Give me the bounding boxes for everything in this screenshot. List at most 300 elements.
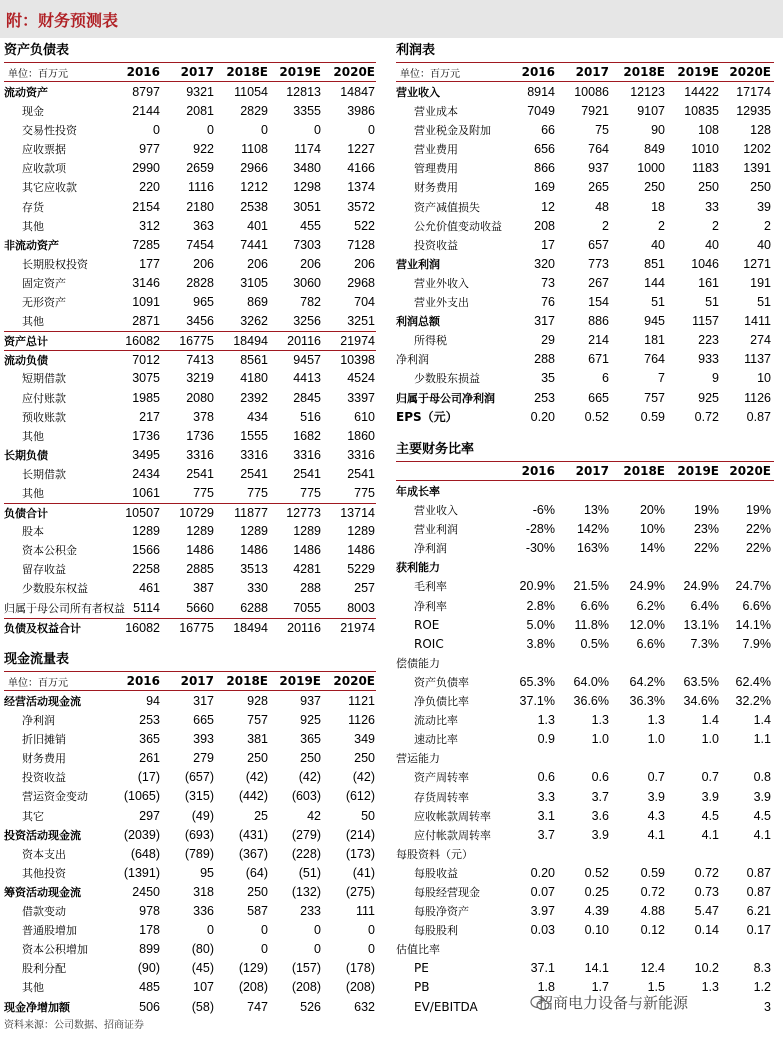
cell-value: 12123	[630, 85, 665, 99]
cell-value: 6.6%	[742, 598, 771, 613]
cell-value: 95	[200, 865, 214, 880]
row-label: 交易性投资	[22, 124, 77, 138]
cell-value: 22%	[745, 541, 771, 556]
cell-value: 1736	[132, 428, 160, 443]
row-label: 现金净增加额	[4, 1000, 70, 1014]
year-header: 2019E	[279, 674, 321, 688]
cell-value: 13%	[583, 503, 609, 518]
cell-value: 12.0%	[629, 617, 665, 632]
cell-value: 4.1	[701, 827, 719, 842]
cell-value: 1486	[293, 543, 321, 558]
cell-value: 0.52	[584, 409, 609, 424]
cell-value: 485	[139, 980, 160, 995]
row-label: 流动比率	[414, 714, 458, 728]
row-label: 折旧摊销	[22, 733, 66, 747]
cell-value: 1486	[347, 543, 375, 558]
cell-value: 111	[355, 904, 375, 919]
cell-value: 1046	[691, 256, 719, 271]
cell-value: 387	[193, 581, 214, 596]
table-row	[396, 331, 774, 350]
cell-value: 656	[534, 142, 555, 157]
cell-value: 336	[193, 904, 214, 919]
unit-label: 单位：百万元	[8, 678, 68, 689]
cell-value: 747	[247, 999, 268, 1014]
cell-value: 7454	[186, 237, 214, 252]
cell-value: 257	[354, 581, 375, 596]
cell-value: 36.3%	[629, 694, 665, 709]
table-row	[4, 787, 376, 806]
cell-value: 65.3%	[519, 674, 555, 689]
ratios-header	[396, 461, 774, 481]
table-row	[4, 121, 376, 140]
cell-value: 2081	[186, 104, 214, 119]
cell-value: 4524	[347, 371, 375, 386]
cell-value: 3.6	[591, 808, 609, 823]
cell-value: 0.59	[640, 865, 665, 880]
table-row	[4, 198, 376, 217]
table-row	[396, 845, 774, 864]
cell-value: 17174	[736, 85, 771, 99]
cell-value: 434	[247, 409, 268, 424]
table-row	[4, 178, 376, 197]
cell-value: 42	[307, 808, 321, 823]
cell-value: 757	[247, 713, 268, 728]
cell-value: 1.3	[591, 713, 609, 728]
cell-value: 1391	[743, 161, 771, 176]
cell-value: 206	[300, 256, 321, 271]
row-label: 短期借款	[22, 372, 66, 386]
cell-value: 1.4	[701, 713, 719, 728]
cell-value: 7413	[186, 353, 214, 368]
income-statement-body	[396, 83, 774, 427]
cell-value: (208)	[345, 980, 375, 995]
cell-value: 12773	[286, 506, 321, 521]
cell-value: 3262	[240, 314, 268, 329]
cell-value: 217	[139, 409, 160, 424]
table-row	[396, 940, 774, 959]
cell-value: 2871	[132, 314, 160, 329]
cell-value: (208)	[291, 980, 321, 995]
cell-value: 0.52	[584, 865, 609, 880]
table-row	[396, 140, 774, 159]
table-row	[396, 408, 774, 427]
cell-value: 10	[757, 371, 771, 386]
table-row	[4, 711, 376, 730]
cell-value: 51	[705, 295, 719, 310]
row-label: 营业外支出	[414, 296, 469, 310]
cell-value: 1126	[348, 713, 375, 728]
cell-value: 866	[534, 161, 555, 176]
table-row	[396, 902, 774, 921]
row-label: 净负债比率	[414, 695, 469, 709]
cell-value: 0.9	[537, 732, 555, 747]
cell-value: 17	[541, 237, 555, 252]
cell-value: 522	[354, 218, 375, 233]
cell-value: 144	[644, 275, 665, 290]
cell-value: 1289	[186, 524, 214, 539]
cell-value: 3.9	[647, 789, 665, 804]
table-row	[4, 140, 376, 159]
cell-value: 0.87	[746, 884, 771, 899]
cell-value: 775	[354, 485, 375, 500]
row-label: ROE	[414, 617, 440, 632]
cell-value: 2541	[186, 466, 214, 481]
cell-value: 349	[354, 732, 375, 747]
row-label: 投资收益	[414, 238, 458, 252]
cell-value: 3572	[347, 199, 375, 214]
cell-value: 1271	[743, 256, 771, 271]
cell-value: 0.25	[584, 884, 609, 899]
cell-value: 7	[658, 371, 665, 386]
cell-value: 10398	[340, 353, 375, 368]
table-row	[396, 577, 774, 596]
cell-value: 775	[193, 485, 214, 500]
cell-value: 2080	[186, 390, 214, 405]
year-header: 2019E	[677, 65, 719, 79]
table-row	[4, 312, 376, 331]
row-label: 营运资金变动	[22, 790, 88, 804]
cell-value: 0.14	[694, 923, 719, 938]
row-label: 应付帐款周转率	[414, 828, 491, 842]
cell-value: 0.5%	[580, 636, 609, 651]
cell-value: 5660	[186, 600, 214, 615]
cell-value: 250	[300, 751, 321, 766]
row-label: 每股收益	[414, 866, 458, 880]
cell-value: 62.4%	[735, 674, 771, 689]
cell-value: 90	[651, 123, 665, 138]
cell-value: 3.7	[591, 789, 609, 804]
table-row	[4, 331, 376, 350]
cell-value: 3251	[347, 314, 375, 329]
cell-value: 10086	[574, 85, 609, 99]
cell-value: 63.5%	[683, 674, 719, 689]
cell-value: 1.3	[701, 980, 719, 995]
cell-value: 37.1	[530, 961, 555, 976]
table-row	[4, 446, 376, 465]
cell-value: 1010	[691, 142, 719, 157]
cell-value: 250	[698, 180, 719, 195]
cell-value: 169	[534, 180, 555, 195]
cell-value: 526	[300, 999, 321, 1014]
cell-value: 13714	[340, 506, 375, 521]
row-label: 应收款项	[22, 162, 66, 176]
row-label: 营业利润	[414, 523, 458, 537]
table-row	[4, 408, 376, 427]
row-label: 归属于母公司所有者权益	[4, 601, 125, 615]
cell-value: (157)	[291, 961, 321, 976]
cell-value: 16082	[125, 334, 160, 349]
table-row	[4, 484, 376, 503]
row-label: 留存收益	[22, 563, 66, 577]
cell-value: 19%	[693, 503, 719, 518]
cell-value: 8561	[240, 353, 268, 368]
cell-value: 128	[750, 123, 771, 138]
cell-value: 632	[354, 999, 375, 1014]
cell-value: 20.9%	[519, 579, 555, 594]
cell-value: 2829	[240, 104, 268, 119]
cell-value: 1860	[347, 428, 375, 443]
row-label: 资产减值损失	[414, 200, 480, 214]
cell-value: 3355	[293, 104, 321, 119]
cell-value: (228)	[291, 846, 321, 861]
year-header: 2020E	[729, 464, 771, 478]
table-row	[396, 807, 774, 826]
cell-value: 381	[247, 732, 268, 747]
table-row	[396, 749, 774, 768]
table-row	[396, 864, 774, 883]
cell-value: 2258	[132, 562, 160, 577]
cell-value: 3480	[293, 161, 321, 176]
cell-value: 250	[750, 180, 771, 195]
cell-value: 12.4	[640, 961, 665, 976]
cell-value: 13.1%	[683, 617, 719, 632]
cell-value: 775	[300, 485, 321, 500]
cell-value: 14422	[684, 85, 719, 99]
row-label: 流动负债	[4, 354, 48, 368]
cell-value: 233	[300, 904, 321, 919]
cell-value: 21974	[340, 620, 375, 635]
cell-value: 365	[300, 732, 321, 747]
cell-value: 3.1	[537, 808, 555, 823]
row-label: 预收账款	[22, 410, 66, 424]
row-label: 长期借款	[22, 467, 66, 481]
cell-value: 1289	[240, 524, 268, 539]
table-row	[4, 978, 376, 997]
cell-value: 11054	[234, 85, 268, 99]
cell-value: 0.10	[584, 923, 609, 938]
cell-value: 704	[354, 295, 375, 310]
cell-value: 2828	[186, 275, 214, 290]
cell-value: 16775	[179, 334, 214, 349]
cell-value: 2968	[347, 275, 375, 290]
cell-value: 0.12	[640, 923, 665, 938]
cell-value: 107	[193, 980, 214, 995]
year-header: 2018E	[623, 65, 665, 79]
cell-value: 18494	[233, 620, 268, 635]
cell-value: 0	[314, 942, 321, 957]
table-row	[4, 883, 376, 902]
cell-value: (2039)	[123, 827, 160, 842]
cell-value: (42)	[298, 770, 321, 785]
cell-value: 2541	[240, 466, 268, 481]
cell-value: 0.03	[530, 923, 555, 938]
table-row	[396, 501, 774, 520]
cell-value: 0.87	[746, 409, 771, 424]
cell-value: 191	[750, 275, 771, 290]
row-label: 资本公积金	[22, 544, 77, 558]
cell-value: 773	[588, 256, 609, 271]
income-statement-header	[396, 62, 774, 82]
cell-value: 10%	[639, 522, 665, 537]
cell-value: 657	[588, 237, 609, 252]
cell-value: 757	[644, 390, 665, 405]
table-row	[4, 274, 376, 293]
cell-value: 5.47	[694, 904, 719, 919]
table-row	[4, 83, 376, 102]
cell-value: (1065)	[123, 789, 160, 804]
year-header: 2020E	[333, 65, 375, 79]
cell-value: 267	[588, 275, 609, 290]
cell-value: 977	[139, 142, 160, 157]
cell-value: 925	[300, 713, 321, 728]
cell-value: (129)	[238, 961, 268, 976]
row-label: 营业外收入	[414, 276, 469, 290]
cell-value: (275)	[345, 884, 375, 899]
cell-value: 2154	[132, 199, 160, 214]
cell-value: 1202	[743, 142, 771, 157]
cell-value: 0.6	[591, 770, 609, 785]
cell-value: 7.9%	[742, 636, 771, 651]
cell-value: 0	[368, 123, 375, 138]
table-row	[4, 749, 376, 768]
page-header	[0, 0, 783, 38]
cell-value: 39	[757, 199, 771, 214]
table-row	[396, 959, 774, 978]
cell-value: 1091	[132, 295, 160, 310]
cell-value: 34.6%	[683, 694, 719, 709]
cell-value: (657)	[184, 770, 214, 785]
cell-value: 330	[247, 581, 268, 596]
cell-value: 35	[541, 371, 555, 386]
cell-value: (279)	[291, 827, 321, 842]
cell-value: 7128	[347, 237, 375, 252]
cell-value: 1174	[294, 142, 321, 157]
cell-value: (178)	[345, 961, 375, 976]
cell-value: 9321	[186, 85, 214, 99]
row-label: 负债合计	[4, 507, 48, 521]
row-label: 营运能力	[396, 752, 440, 766]
cell-value: 0	[207, 123, 214, 138]
row-label: 所得税	[414, 334, 447, 348]
cell-value: 3316	[347, 447, 375, 462]
cell-value: 937	[300, 694, 321, 708]
cell-value: 4166	[347, 161, 375, 176]
cell-value: 12813	[286, 85, 321, 99]
table-row	[396, 198, 774, 217]
cell-value: 2966	[240, 161, 268, 176]
row-label: 筹资活动现金流	[4, 885, 81, 899]
cell-value: 3.7	[537, 827, 555, 842]
cell-value: -6%	[532, 503, 555, 518]
cell-value: (90)	[137, 961, 160, 976]
row-label: 其他	[22, 486, 44, 500]
cell-value: 2541	[293, 466, 321, 481]
cell-value: 161	[698, 275, 719, 290]
row-label: 资产负债率	[414, 675, 469, 689]
cell-value: 9457	[293, 353, 321, 368]
cell-value: 1566	[132, 543, 160, 558]
table-row	[396, 597, 774, 616]
cell-value: 0.7	[647, 770, 665, 785]
cell-value: (51)	[298, 865, 321, 880]
cell-value: 94	[146, 694, 160, 708]
cell-value: 0.6	[537, 770, 555, 785]
table-row	[396, 558, 774, 577]
cell-value: 1108	[241, 142, 268, 157]
table-row	[396, 711, 774, 730]
cell-value: 163%	[577, 541, 609, 556]
cell-value: 1374	[347, 180, 375, 195]
cell-value: 21974	[340, 334, 375, 349]
cell-value: 3.8%	[526, 636, 555, 651]
cell-value: 6288	[240, 600, 268, 615]
row-label: 每股经营现金	[414, 885, 480, 899]
table-row	[4, 692, 376, 711]
row-label: 营业收入	[414, 504, 458, 518]
cell-value: 0.87	[746, 865, 771, 880]
cell-value: 461	[139, 581, 160, 596]
cell-value: 7012	[132, 353, 160, 368]
cell-value: 1183	[692, 161, 719, 176]
cell-value: (367)	[238, 846, 268, 861]
cell-value: 3051	[293, 199, 321, 214]
cell-value: 6	[602, 371, 609, 386]
page-title: 附：财务预测表	[6, 11, 119, 30]
cell-value: 0.20	[530, 409, 555, 424]
cell-value: (789)	[184, 846, 214, 861]
table-row	[4, 541, 376, 560]
cell-value: 3	[764, 999, 771, 1014]
cell-value: 14%	[639, 541, 665, 556]
cell-value: 108	[698, 123, 719, 138]
row-label: PE	[414, 961, 429, 976]
cell-value: 363	[193, 218, 214, 233]
row-label: 公允价值变动收益	[414, 219, 502, 233]
cell-value: 7.3%	[690, 636, 719, 651]
cell-value: (315)	[184, 789, 214, 804]
row-label: 负债及权益合计	[4, 621, 81, 635]
cell-value: 214	[588, 333, 609, 348]
row-label: 普通股增加	[22, 924, 77, 938]
cell-value: 20116	[287, 620, 321, 635]
cell-value: 2	[764, 218, 771, 233]
row-label: 投资收益	[22, 771, 66, 785]
cell-value: 8914	[527, 85, 555, 99]
cell-value: 1.3	[537, 713, 555, 728]
cell-value: 40	[651, 237, 665, 252]
cell-value: 253	[139, 713, 160, 728]
row-label: EPS（元）	[396, 409, 458, 424]
cell-value: (64)	[245, 865, 268, 880]
cell-value: 782	[300, 295, 321, 310]
cell-value: 19%	[745, 503, 771, 518]
cell-value: 1.8	[537, 980, 555, 995]
table-row	[4, 522, 376, 541]
cell-value: 7303	[293, 237, 321, 252]
cell-value: 7285	[132, 237, 160, 252]
year-header: 2016	[521, 464, 555, 478]
row-label: EV/EBITDA	[414, 999, 478, 1014]
cell-value: 665	[588, 390, 609, 405]
cell-value: 261	[139, 751, 160, 766]
cell-value: 5229	[347, 562, 375, 577]
row-label: 营业收入	[396, 86, 440, 99]
cell-value: 886	[588, 314, 609, 329]
cell-value: 3397	[347, 390, 375, 405]
table-row	[396, 921, 774, 940]
cell-value: 1.0	[591, 732, 609, 747]
cell-value: 8003	[347, 600, 375, 615]
cell-value: 4180	[240, 371, 268, 386]
cell-value: (42)	[352, 770, 375, 785]
cell-value: 978	[139, 904, 160, 919]
cell-value: 2392	[240, 390, 268, 405]
cell-value: 7055	[293, 600, 321, 615]
table-row	[4, 921, 376, 940]
cell-value: 24.9%	[629, 579, 665, 594]
cell-value: 1682	[293, 428, 321, 443]
cell-value: 250	[247, 884, 268, 899]
